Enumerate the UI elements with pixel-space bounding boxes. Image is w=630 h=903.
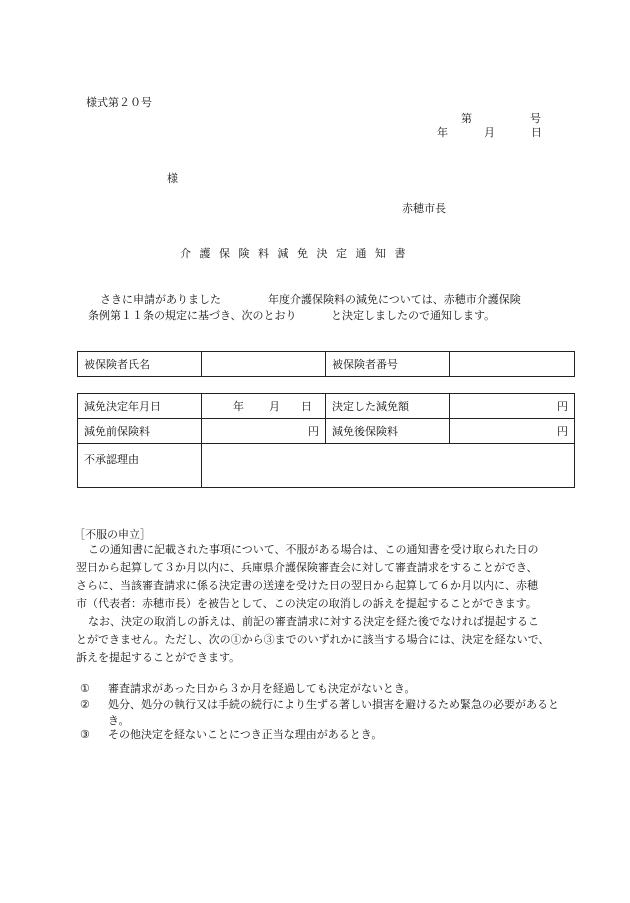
date-day: 日 <box>531 126 542 139</box>
paragraph-line: この通知書に記載された事項について、不服がある場合は、この通知書を受け取られた日の <box>88 543 539 556</box>
date-month: 月 <box>484 126 495 139</box>
paragraph-line: さらに、当該審査請求に係る決定書の送達を受けた日の翌日から起算して６か月以内に、赤穂 <box>76 579 538 592</box>
document-number-suffix: 号 <box>530 112 541 125</box>
insured-name-label: 被保険者氏名 <box>78 352 202 377</box>
decision-date-field[interactable] <box>202 394 326 419</box>
date-year: 年 <box>437 126 448 139</box>
paragraph-line: 翌日から起算して３か月以内に、兵庫県介護保険審査会に対して審査請求をすることができ、 <box>76 561 538 574</box>
list-item-text: その他決定を経ないことにつき正当な理由があるとき。 <box>108 728 383 741</box>
yen-unit: 円 <box>308 425 319 438</box>
intro-line2-end: と決定しましたので通知します。 <box>331 309 496 322</box>
table-row <box>78 352 575 377</box>
issuer-name: 赤穂市長 <box>402 202 446 215</box>
appeal-paragraph-1 <box>76 541 566 613</box>
intro-line1-end: 年度介護保険料の減免については、赤穂市介護保険 <box>268 293 521 306</box>
intro-line2-start: 条例第１１条の規定に基づき、次のとおり <box>88 309 297 322</box>
table-row <box>78 394 575 419</box>
insured-info-table <box>77 351 575 377</box>
yen-unit: 円 <box>557 400 568 413</box>
list-item-text: 審査請求があった日から３か月を経過しても決定がないとき。 <box>108 682 416 695</box>
decision-date-day: 日 <box>301 400 312 413</box>
appeal-heading: ［不服の申立］ <box>74 528 151 541</box>
addressee-suffix: 様 <box>167 172 178 185</box>
decided-amount-label: 決定した減免額 <box>326 394 450 419</box>
appeal-paragraph-2 <box>76 613 566 667</box>
decision-date-year: 年 <box>233 400 244 413</box>
premium-after-field[interactable] <box>450 419 575 444</box>
intro-line1-start: さきに申請がありました <box>100 293 221 306</box>
list-item-number: ① <box>80 682 90 695</box>
premium-before-field[interactable] <box>202 419 326 444</box>
insured-number-label: 被保険者番号 <box>326 352 450 377</box>
insured-number-field[interactable] <box>450 352 575 377</box>
list-item-text: 処分、処分の執行又は手続の続行により生ずる著しい損害を避けるため緊急の必要があるとき。 <box>108 698 559 727</box>
paragraph-line: 市（代表者：赤穂市長）を被告として、この決定の取消しの訴えを提起することができます。 <box>76 597 537 610</box>
paragraph-line: 訴えを提起することができます。 <box>76 651 241 664</box>
table-row <box>78 444 575 488</box>
insured-name-field[interactable] <box>202 352 326 377</box>
list-item-number: ② <box>80 698 90 711</box>
decided-amount-field[interactable] <box>450 394 575 419</box>
paragraph-line: とができません。ただし、次の①から③までのいずれかに該当する場合には、決定を経ないで、 <box>76 633 550 646</box>
reduction-decision-table <box>77 393 575 488</box>
premium-before-label: 減免前保険料 <box>78 419 202 444</box>
table-row <box>78 419 575 444</box>
rejection-reason-label: 不承認理由 <box>78 444 202 488</box>
list-item-number: ③ <box>80 728 90 741</box>
paragraph-line: なお、決定の取消しの訴えは、前記の審査請求に対する決定を経た後でなければ提起するこ <box>88 615 539 628</box>
document-number-prefix: 第 <box>461 112 472 125</box>
rejection-reason-field[interactable] <box>202 444 575 488</box>
premium-after-label: 減免後保険料 <box>326 419 450 444</box>
form-number: 様式第２０号 <box>86 96 152 109</box>
document-title: 介護保険料減免決定通知書 <box>180 247 414 260</box>
decision-date-label: 減免決定年月日 <box>78 394 202 419</box>
decision-date-month: 月 <box>269 400 280 413</box>
yen-unit: 円 <box>557 425 568 438</box>
